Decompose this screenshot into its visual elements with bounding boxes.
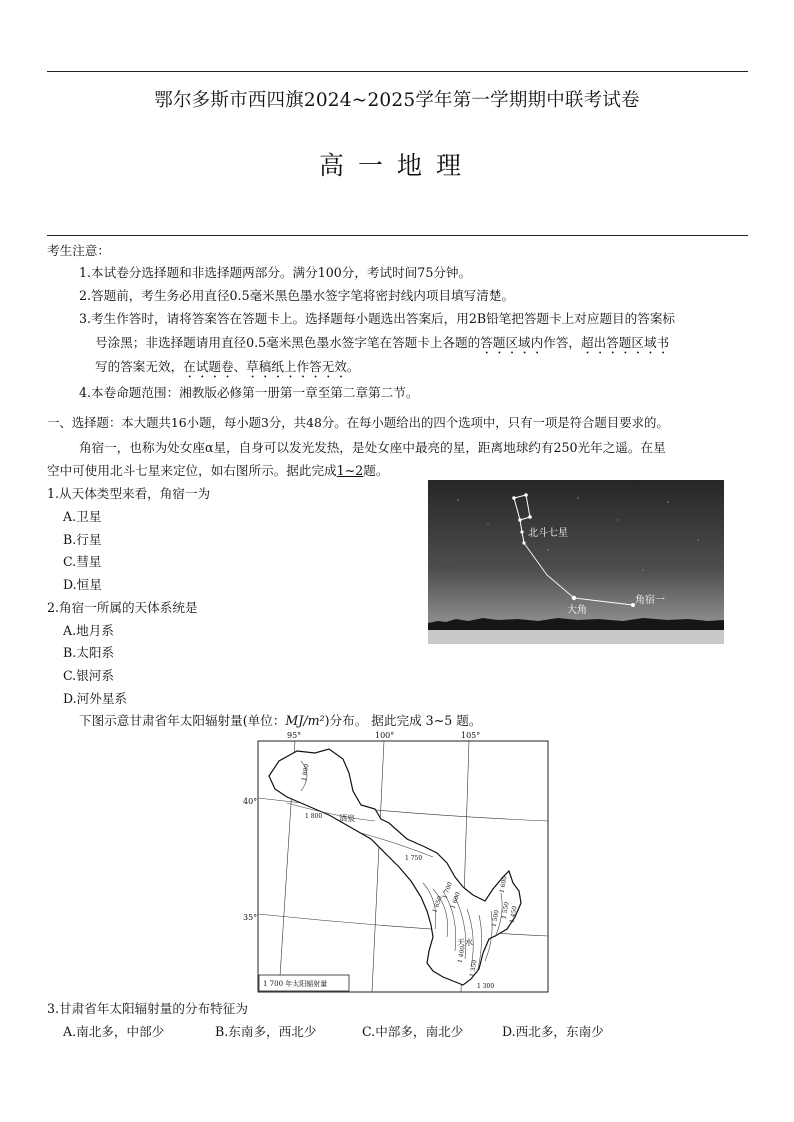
q1-option-c: C.彗星: [63, 554, 102, 569]
label-beidou: 北斗七星: [528, 528, 568, 539]
lat-label-35: 35°: [243, 913, 258, 922]
contour-label: 1 750: [405, 855, 423, 862]
header-divider: [47, 235, 748, 236]
contour-label: 1 400: [456, 945, 467, 964]
map-legend: 1 700 年太阳辐射量: [263, 980, 328, 988]
night-sky-photo: [428, 480, 724, 644]
lon-label-95: 95°: [287, 731, 302, 740]
contour-label: 1 500: [490, 909, 501, 928]
passage-2: [79, 711, 481, 731]
question-2: 2.角宿一所属的天体系统是: [47, 600, 198, 615]
contour-label: 1 600: [498, 875, 509, 894]
notice-item-4: 4.本卷命题范围：湘教版必修第一册第一章至第二章第二节。: [79, 385, 419, 400]
section-heading: 一、选择题：本大题共16小题，每小题3分，共48分。在每小题给出的四个选项中，只有一项是符合题目要求的。: [47, 415, 669, 430]
exam-title: 鄂尔多斯市西四旗2024~2025学年第一学期期中联考试卷: [154, 90, 640, 111]
emphasis-text: 超出答题区域书: [581, 335, 670, 350]
passage-text: )分布。 据此完成 3~5 题。: [324, 713, 482, 728]
contour-label: 1 350: [468, 959, 479, 978]
notice-text: 作答，: [543, 335, 581, 350]
gansu-radiation-map: [243, 731, 549, 994]
top-rule: [47, 71, 748, 72]
question-3: 3.甘肃省年太阳辐射量的分布特征为: [47, 1001, 248, 1016]
notice-item-2: 2.答题前，考生务必用直径0.5毫米黑色墨水签字笔将密封线内项目填写清楚。: [79, 288, 515, 303]
label-jiaosu: 角宿一: [635, 595, 665, 606]
q2-option-c: C.银河系: [63, 668, 114, 683]
contour-label: 1 800: [305, 813, 323, 820]
unit-text: MJ/m²: [285, 713, 325, 728]
q1-option-b: B.行星: [63, 532, 102, 547]
notice-text: 号涂黑；非选择题请用直径0.5毫米黑色墨水签字笔在答题卡上各题的: [95, 335, 481, 350]
city-jiuquan: 酒泉: [339, 814, 355, 823]
subject-title: 高一地理: [318, 151, 475, 180]
emphasis-text: 在试题卷、草稿纸上作答无效: [183, 359, 347, 374]
notice-item-3-line-3: [95, 357, 359, 381]
city-tianshui: 天水: [457, 938, 473, 947]
q2-option-d: D.河外星系: [63, 691, 128, 706]
notice-item-3-line-2: [95, 333, 669, 357]
passage-text: 下图示意甘肃省年太阳辐射量(单位：: [79, 713, 286, 728]
q3-option-b: B.东南多，西北少: [215, 1024, 317, 1039]
contour-label: 1 550: [500, 901, 511, 920]
passage-text: 题。: [363, 463, 389, 478]
q1-option-d: D.恒星: [63, 577, 102, 592]
contour-label: 1 450: [508, 905, 519, 924]
lon-label-105: 105°: [461, 731, 481, 740]
question-range: 1~2: [336, 463, 364, 478]
notice-text: 。: [346, 359, 360, 374]
emphasis-text: 答题区域内: [480, 335, 544, 350]
q2-option-a: A.地月系: [63, 623, 114, 638]
lat-label-40: 40°: [243, 797, 258, 806]
q3-option-c: C.中部多，南北少: [362, 1024, 464, 1039]
notice-item-1: 1.本试卷分选择题和非选择题两部分。满分100分，考试时间75分钟。: [79, 265, 472, 280]
passage-1-line-2: [47, 461, 388, 481]
passage-text: 空中可使用北斗七星来定位，如右图所示。据此完成: [47, 463, 337, 478]
label-dajiao: 大角: [567, 605, 587, 616]
notice-heading: 考生注意：: [47, 243, 110, 258]
contour-label: 1 700: [441, 881, 454, 900]
question-1: 1.从天体类型来看，角宿一为: [47, 486, 211, 501]
q3-option-d: D.西北多，东南少: [502, 1024, 604, 1039]
contour-label: 1 300: [477, 983, 495, 990]
notice-item-3-line-1: 3.考生作答时，请将答案答在答题卡上。选择题每小题选出答案后，用2B铅笔把答题卡上对应题目的答案标: [79, 311, 676, 326]
contour-label: 1 650: [431, 895, 444, 914]
notice-text: 写的答案无效，: [95, 359, 184, 374]
contour-label: 1 600: [449, 891, 462, 910]
passage-1-line-1: 角宿一，也称为处女座α星，自身可以发光发热，是处女座中最亮的星，距离地球约有250光年之遥。在星: [79, 440, 666, 455]
q3-option-a: A.南北多，中部少: [63, 1024, 165, 1039]
q2-option-b: B.太阳系: [63, 645, 115, 660]
contour-label: 1 800: [300, 763, 311, 782]
lon-label-100: 100°: [375, 731, 395, 740]
q1-option-a: A.卫星: [63, 509, 102, 524]
